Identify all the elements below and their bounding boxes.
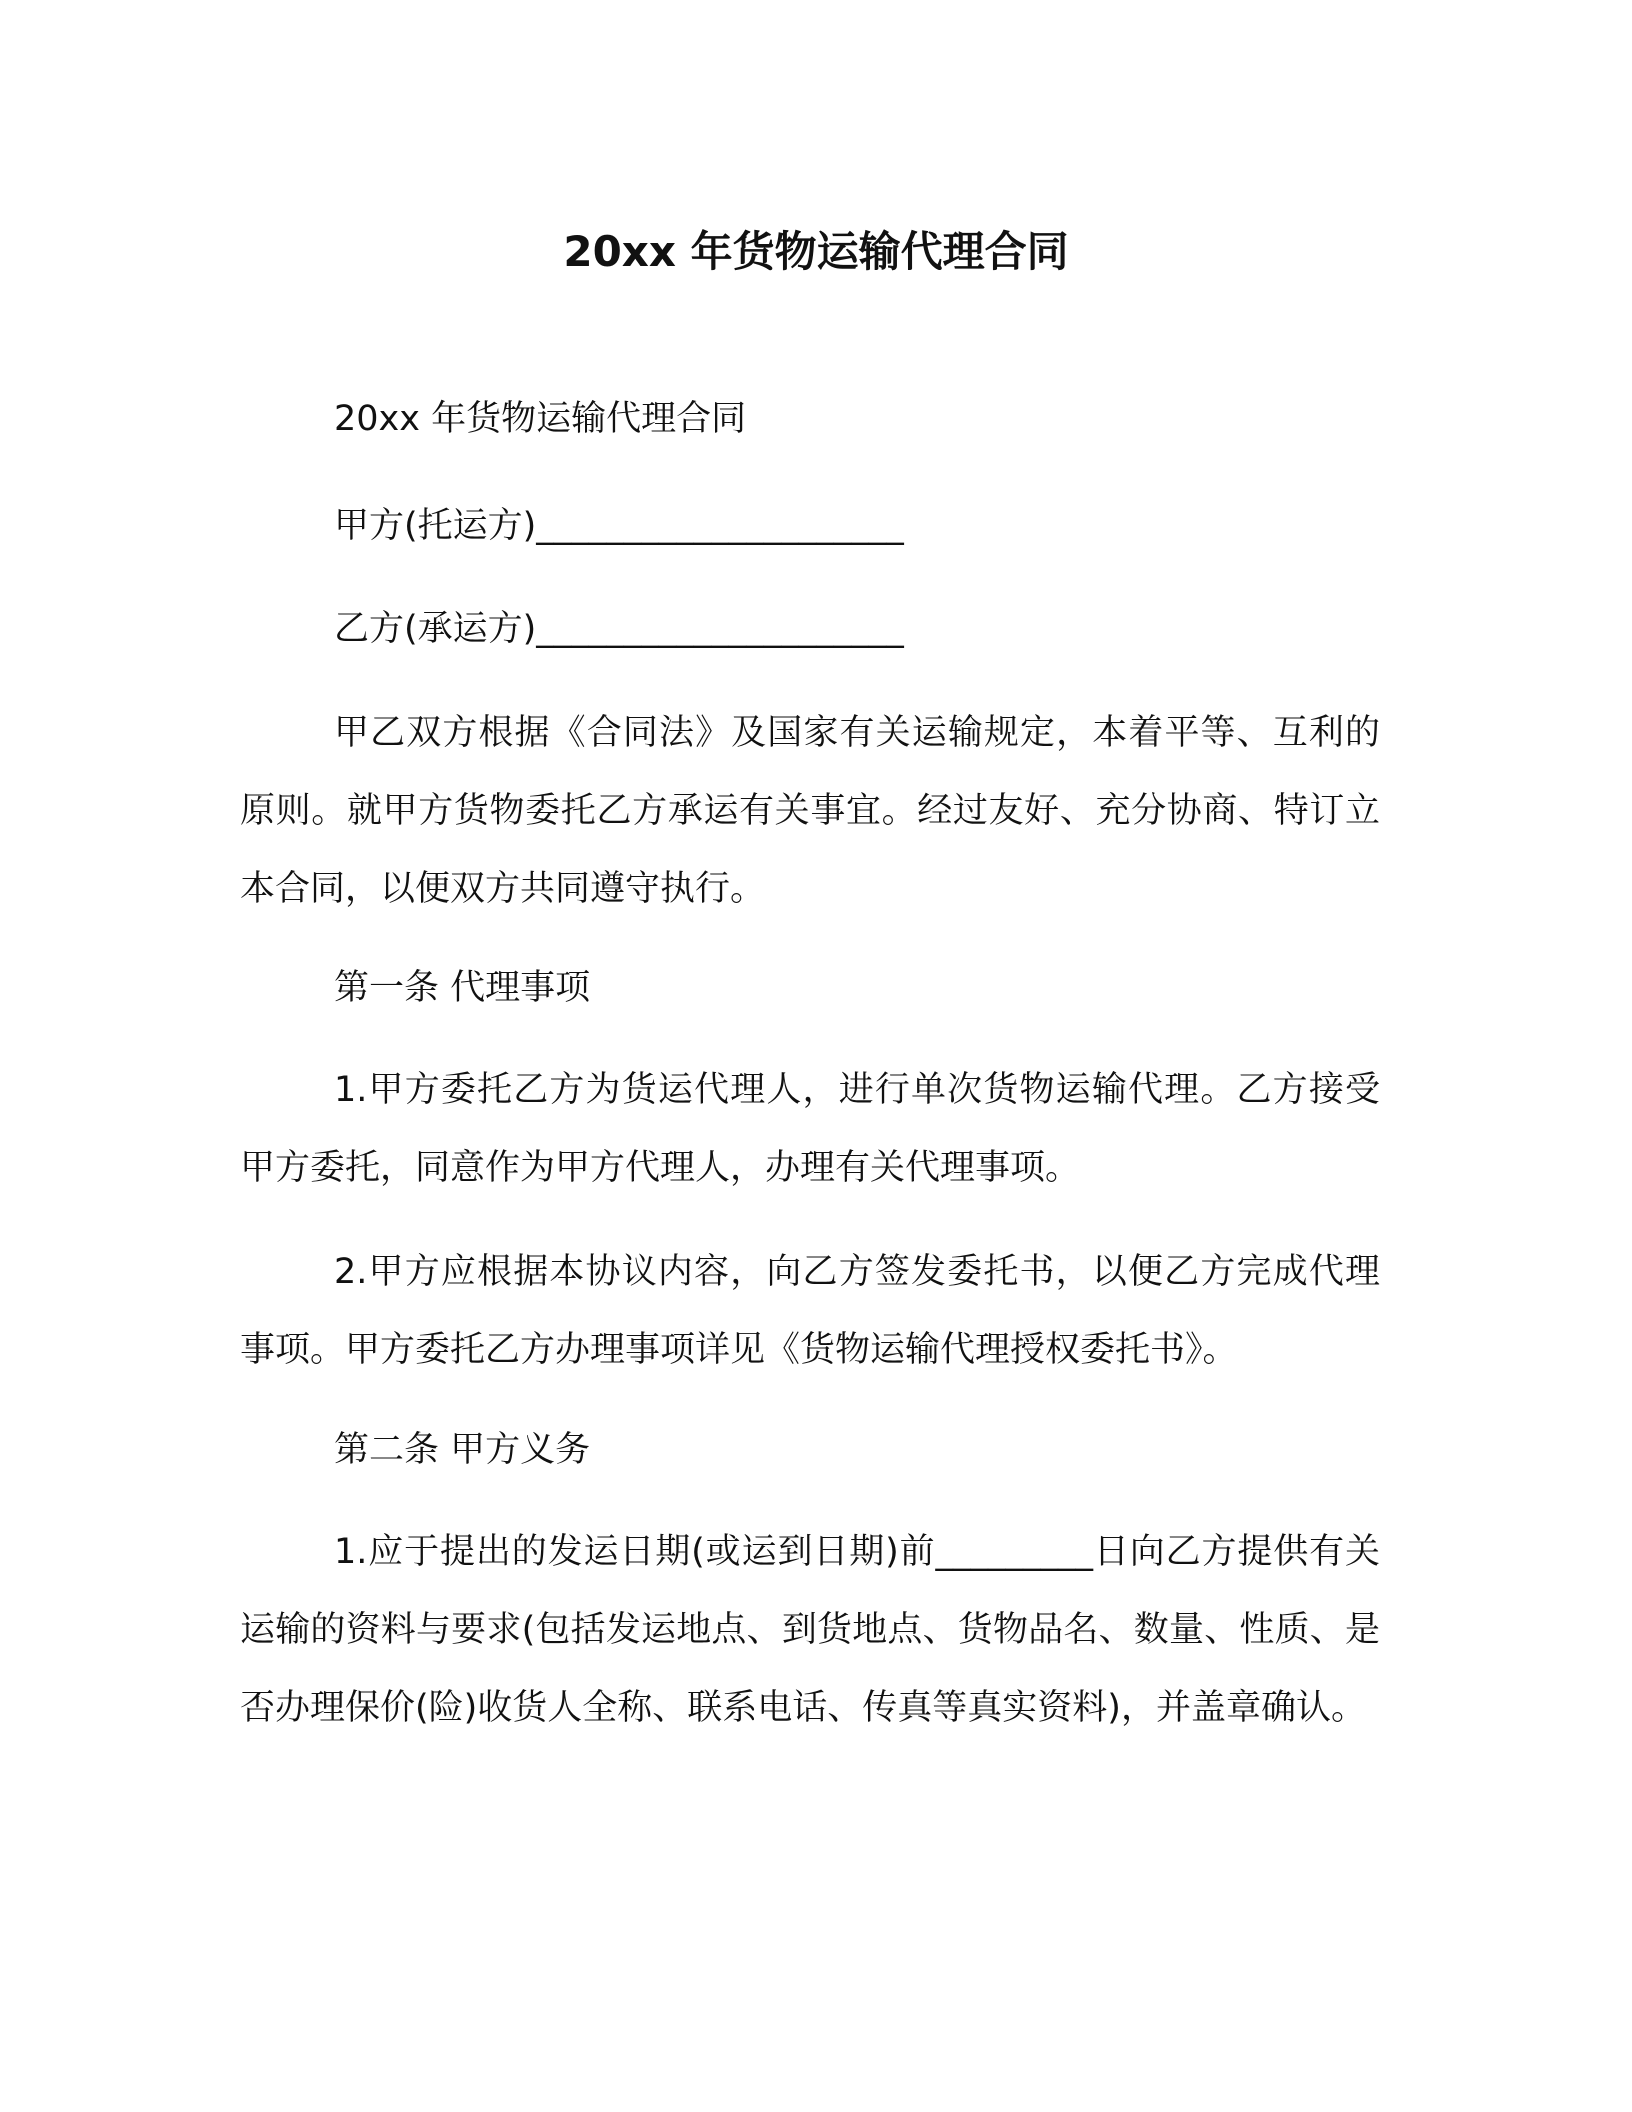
party-a-line: 甲方(托运方)_____________________ [334,506,904,546]
article-2-heading: 第二条 甲方义务 [334,1430,591,1470]
document-title: 20xx 年货物运输代理合同 [563,227,1069,276]
article-2-item-1: 1.应于提出的发运日期(或运到日期)前_________日向乙方提供有关运输的资料与要求(包括发运地点、到货地点、货物品名、数量、性质、是否办理保价(险)收货人全称、联系电话、传真等真实资料)，并盖章确认。 [240,1532,1380,1728]
party-b-line: 乙方(承运方)_____________________ [334,609,904,649]
preamble-paragraph: 甲乙双方根据《合同法》及国家有关运输规定，本着平等、互利的原则。就甲方货物委托乙方承运有关事宜。经过友好、充分协商、特订立本合同，以便双方共同遵守执行。 [240,713,1380,909]
article-1-heading: 第一条 代理事项 [334,968,591,1008]
article-1-item-1: 1.甲方委托乙方为货运代理人，进行单次货物运输代理。乙方接受甲方委托，同意作为甲方代理人，办理有关代理事项。 [240,1070,1380,1188]
article-1-item-2: 2.甲方应根据本协议内容，向乙方签发委托书，以便乙方完成代理事项。甲方委托乙方办理事项详见《货物运输代理授权委托书》。 [240,1252,1380,1370]
contract-subtitle: 20xx 年货物运输代理合同 [334,399,747,439]
